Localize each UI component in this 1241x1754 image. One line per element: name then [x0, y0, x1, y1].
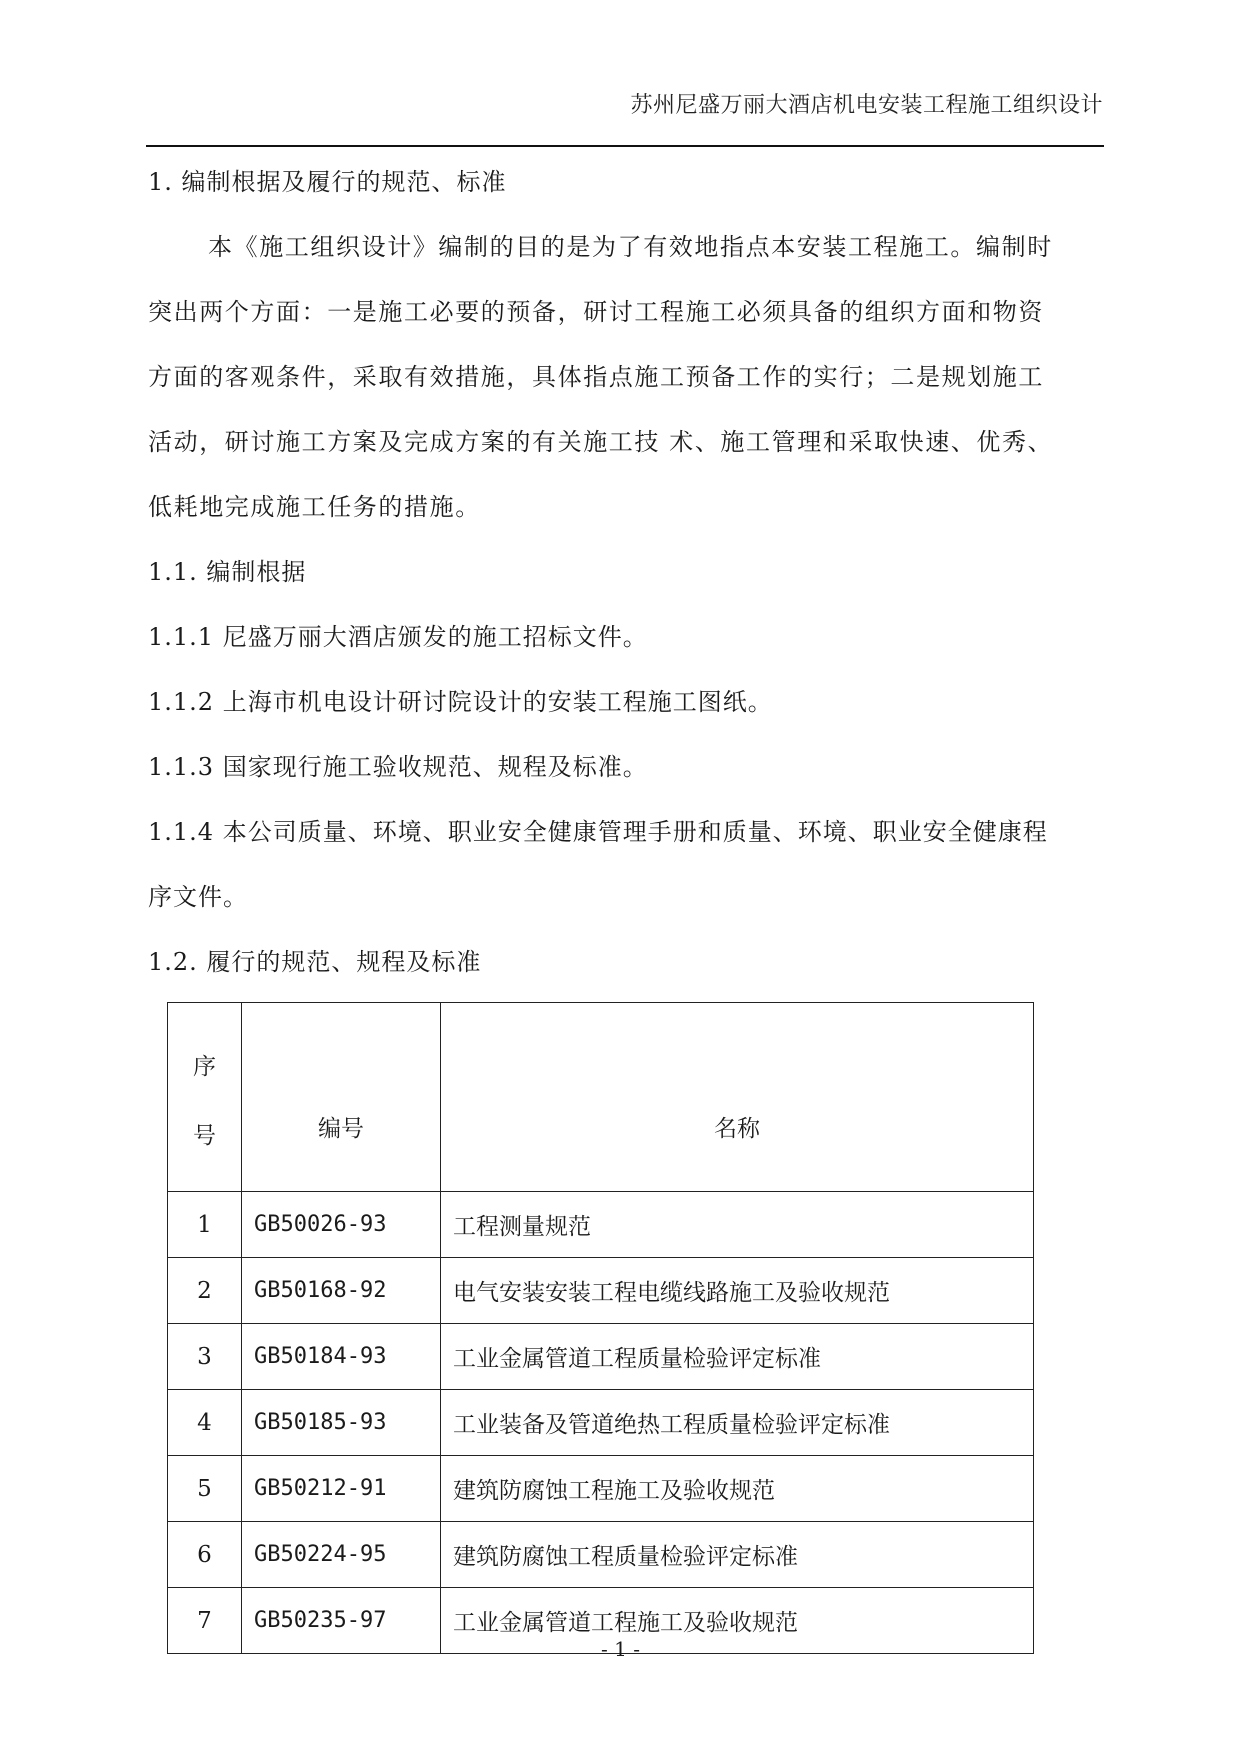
standards-table	[167, 1002, 1034, 1654]
list-item: 1.1.2 上海市机电设计研讨院设计的安装工程施工图纸。	[148, 688, 773, 716]
table-row	[168, 1522, 1034, 1588]
row-name: 工程测量规范	[441, 1192, 1034, 1258]
row-code: GB50212-91	[242, 1456, 441, 1522]
row-name: 建筑防腐蚀工程施工及验收规范	[441, 1456, 1034, 1522]
row-code: GB50184-93	[242, 1324, 441, 1390]
row-name: 工业金属管道工程施工及验收规范	[441, 1588, 1034, 1654]
row-code: GB50168-92	[242, 1258, 441, 1324]
list-item: 1.1.3 国家现行施工验收规范、规程及标准。	[148, 753, 648, 781]
list-item-continuation: 序文件。	[148, 883, 248, 911]
row-name: 建筑防腐蚀工程质量检验评定标准	[441, 1522, 1034, 1588]
paragraph-line: 突出两个方面：一是施工必要的预备，研讨工程施工必须具备的组织方面和物资	[148, 298, 1044, 326]
header-serial-number	[168, 1003, 242, 1192]
running-header-title: 苏州尼盛万丽大酒店机电安装工程施工组织设计	[630, 93, 1103, 118]
table-row	[168, 1258, 1034, 1324]
list-item: 1.1.1 尼盛万丽大酒店颁发的施工招标文件。	[148, 623, 648, 651]
list-item: 1.1.4 本公司质量、环境、职业安全健康管理手册和质量、环境、职业安全健康程	[148, 818, 1048, 846]
header-serial-bottom: 号	[193, 1123, 216, 1149]
row-number: 7	[168, 1588, 242, 1654]
paragraph-line: 本《施工组织设计》编制的目的是为了有效地指点本安装工程施工。编制时	[208, 233, 1053, 261]
table-row	[168, 1192, 1034, 1258]
header-serial-top: 序	[193, 1054, 216, 1080]
row-code: GB50224-95	[242, 1522, 441, 1588]
table-row	[168, 1324, 1034, 1390]
section-1-2-heading: 1.2. 履行的规范、规程及标准	[148, 948, 482, 976]
section-1-1-heading: 1.1. 编制根据	[148, 558, 307, 586]
header-code: 编号	[242, 1003, 441, 1192]
table-header-row	[168, 1003, 1034, 1192]
section-1-heading: 1. 编制根据及履行的规范、标准	[148, 168, 507, 196]
row-number: 2	[168, 1258, 242, 1324]
paragraph-line: 低耗地完成施工任务的措施。	[148, 493, 481, 521]
paragraph-line: 活动，研讨施工方案及完成方案的有关施工技 术、施工管理和采取快速、优秀、	[148, 428, 1054, 456]
row-code: GB50235-97	[242, 1588, 441, 1654]
paragraph-line: 方面的客观条件，采取有效措施，具体指点施工预备工作的实行；二是规划施工	[148, 363, 1044, 391]
row-name: 工业金属管道工程质量检验评定标准	[441, 1324, 1034, 1390]
header-name: 名称	[441, 1003, 1034, 1192]
row-number: 4	[168, 1390, 242, 1456]
row-name: 电气安装安装工程电缆线路施工及验收规范	[441, 1258, 1034, 1324]
row-code: GB50026-93	[242, 1192, 441, 1258]
row-code: GB50185-93	[242, 1390, 441, 1456]
row-name: 工业装备及管道绝热工程质量检验评定标准	[441, 1390, 1034, 1456]
row-number: 1	[168, 1192, 242, 1258]
page-number: - 1 -	[601, 1637, 640, 1661]
row-number: 3	[168, 1324, 242, 1390]
row-number: 5	[168, 1456, 242, 1522]
table-row	[168, 1456, 1034, 1522]
table-row	[168, 1390, 1034, 1456]
row-number: 6	[168, 1522, 242, 1588]
header-divider	[146, 145, 1104, 147]
